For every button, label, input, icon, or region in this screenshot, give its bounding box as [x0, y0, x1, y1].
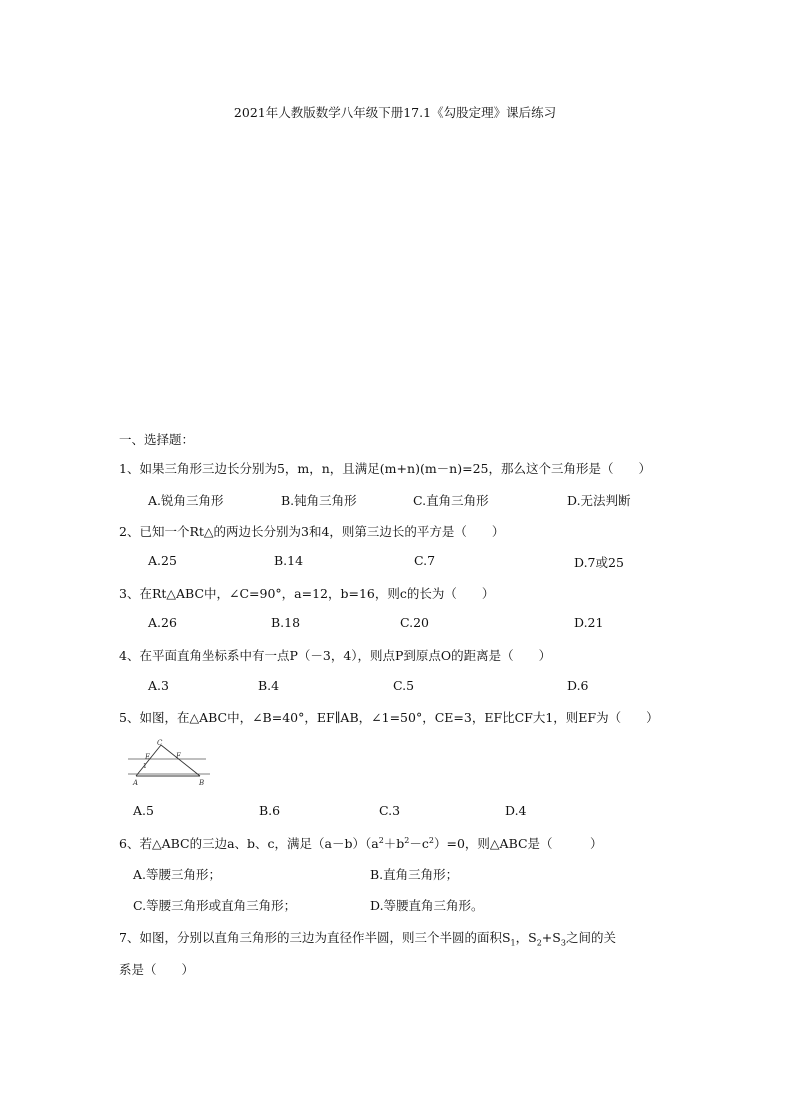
- question-7-line-2: 系是（ ）: [119, 962, 195, 977]
- triangle-figure: [128, 735, 210, 791]
- question-4: 4、在平面直角坐标系中有一点P（－3，4），则点P到原点O的距离是（ ）: [119, 648, 552, 663]
- q2-option-a[interactable]: A.25: [148, 553, 177, 568]
- q5-option-b[interactable]: B.6: [259, 803, 281, 818]
- q5-option-a[interactable]: A.5: [133, 803, 154, 818]
- document-title: 2021年人教版数学八年级下册17.1《勾股定理》课后练习: [233, 105, 557, 120]
- q1-option-c[interactable]: C.直角三角形: [413, 493, 489, 508]
- q7-sub-3: 3: [560, 938, 566, 948]
- question-1: 1、如果三角形三边长分别为5，m，n，且满足(m+n)(m－n)=25，那么这个三角形是（ ）: [119, 461, 651, 476]
- q7-sub-1: 1: [510, 938, 516, 948]
- q6-sup-1: 2: [378, 835, 384, 845]
- q6-text-after: ）=0，则△ABC是（ ）: [434, 836, 603, 851]
- q6-text-mid1: ＋b: [383, 836, 405, 851]
- q1-option-b[interactable]: B.钝角三角形: [281, 493, 357, 508]
- label-c: C: [157, 739, 163, 747]
- q2-option-c[interactable]: C.7: [414, 553, 436, 568]
- q7-text-after: 之间的关: [565, 930, 616, 945]
- q7-text-before: 7、如图，分别以直角三角形的三边为直径作半圆，则三个半圆的面积S: [119, 930, 511, 945]
- question-5: 5、如图，在△ABC中，∠B=40°，EF∥AB，∠1=50°，CE=3，EF比CF大1，则EF为（ ）: [119, 710, 659, 725]
- q4-option-b[interactable]: B.4: [258, 678, 280, 693]
- label-angle-1: 1: [143, 763, 147, 770]
- q1-option-a[interactable]: A.锐角三角形: [148, 493, 224, 508]
- q3-option-c[interactable]: C.20: [400, 615, 429, 630]
- q5-option-c[interactable]: C.3: [379, 803, 401, 818]
- q6-sup-3: 2: [428, 835, 434, 845]
- question-7-line-1: [119, 928, 616, 948]
- q3-option-a[interactable]: A.26: [148, 615, 177, 630]
- q6-text-before: 6、若△ABC的三边a、b、c，满足（a－b）（a: [119, 836, 379, 851]
- q6-option-a[interactable]: A.等腰三角形；: [133, 867, 222, 882]
- q6-option-b[interactable]: B.直角三角形；: [370, 867, 459, 882]
- q6-option-c[interactable]: C.等腰三角形或直角三角形；: [133, 898, 297, 913]
- q6-sup-2: 2: [404, 835, 410, 845]
- q7-text-mid2: +S: [541, 930, 561, 945]
- q6-text-mid2: －c: [409, 836, 429, 851]
- question-6: [119, 834, 603, 852]
- q3-option-b[interactable]: B.18: [271, 615, 301, 630]
- q2-option-b[interactable]: B.14: [274, 553, 304, 568]
- label-e: E: [145, 753, 151, 761]
- q6-option-d[interactable]: D.等腰直角三角形。: [370, 898, 484, 913]
- label-f: F: [176, 752, 181, 760]
- q4-option-a[interactable]: A.3: [148, 678, 169, 693]
- question-2: 2、已知一个Rt△的两边长分别为3和4，则第三边长的平方是（ ）: [119, 524, 505, 539]
- q4-option-c[interactable]: C.5: [393, 678, 415, 693]
- q4-option-d[interactable]: D.6: [567, 678, 589, 693]
- q3-option-d[interactable]: D.21: [574, 615, 604, 630]
- q1-option-d[interactable]: D.无法判断: [567, 493, 631, 508]
- label-a: A: [133, 779, 139, 787]
- q5-option-d[interactable]: D.4: [505, 803, 527, 818]
- q7-sub-2: 2: [536, 938, 542, 948]
- q2-option-d[interactable]: D.7或25: [574, 555, 624, 570]
- label-b: B: [199, 779, 205, 787]
- q7-text-mid: ，S: [515, 930, 537, 945]
- segment-cb: [161, 745, 200, 776]
- question-3: 3、在Rt△ABC中，∠C=90°，a=12，b=16，则c的长为（ ）: [119, 586, 495, 601]
- section-heading: 一、选择题：: [119, 432, 195, 447]
